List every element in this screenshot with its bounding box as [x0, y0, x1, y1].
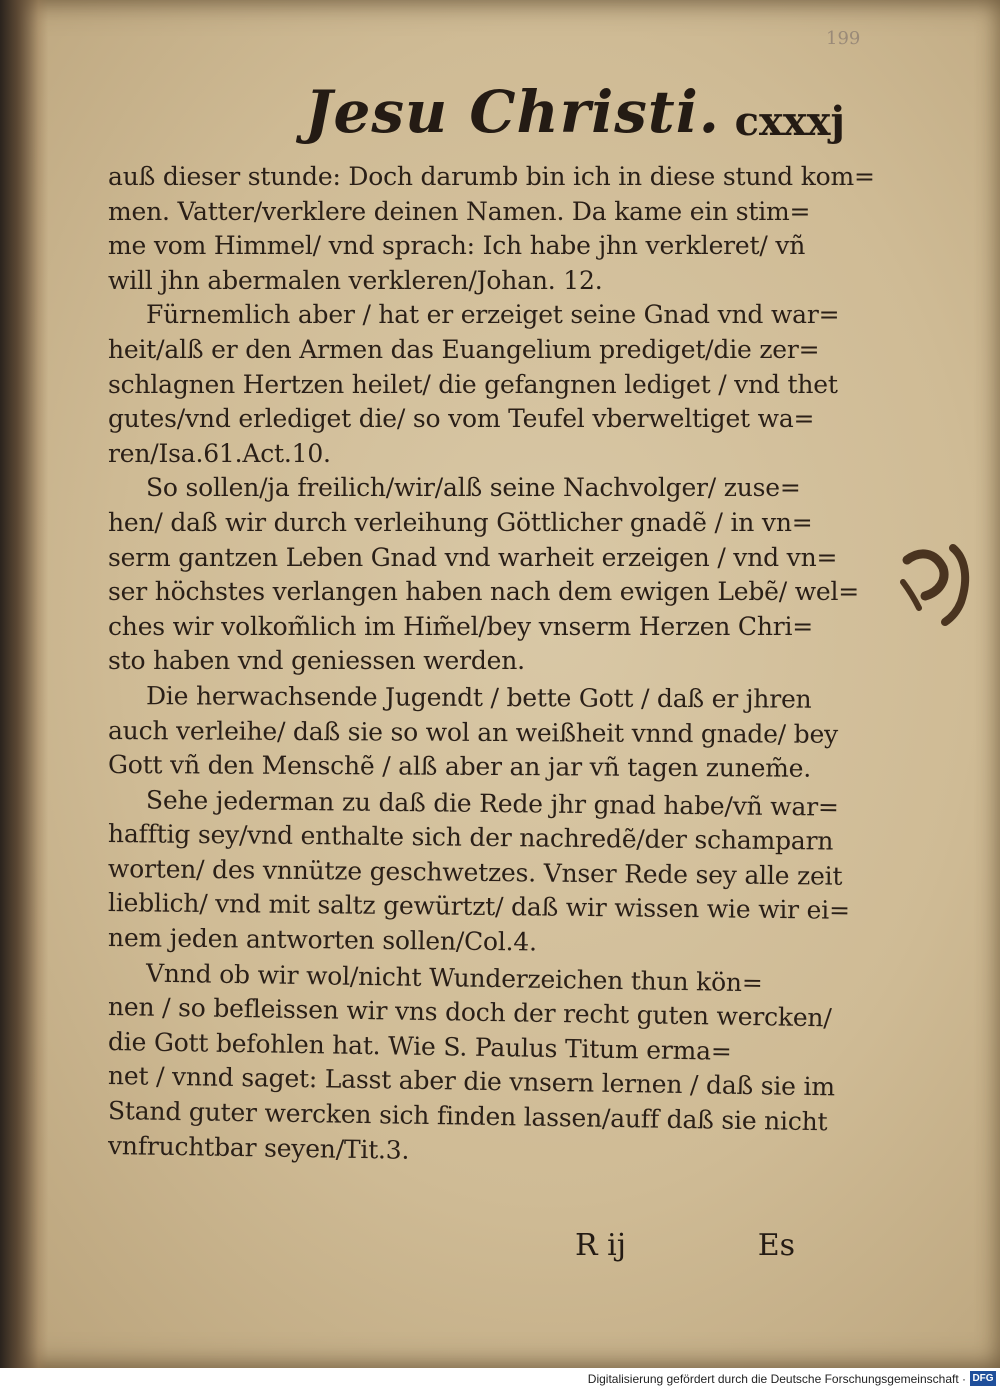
- text-line: sto haben vnd geniessen werden.: [108, 646, 525, 676]
- page-header: [305, 78, 845, 168]
- text-line: auch verleihe/ daß sie so wol an weißheit vnnd gnade/ bey: [107, 715, 839, 749]
- signature-mark: R ij: [575, 1228, 627, 1263]
- text-line: Gott vñ den Menschẽ / alß aber an jar vñ tagen zunem̃e.: [107, 750, 812, 783]
- text-line: So sollen/ja freilich/wir/alß seine Nachvolger/ zuse=: [146, 473, 801, 503]
- text-line: will jhn abermalen verkleren/Johan. 12.: [108, 265, 603, 295]
- text-line: ren/Isa.61.Act.10.: [108, 438, 331, 468]
- folio-number: cxxxj: [734, 98, 845, 145]
- text-line: Die herwachsende Jugendt / bette Gott / daß er jhren: [145, 681, 812, 714]
- text-line: die Gott befohlen hat. Wie S. Paulus Titum erma=: [107, 1026, 732, 1066]
- pencil-page-note: 199: [826, 28, 861, 49]
- dfg-logo: DFG: [970, 1371, 996, 1386]
- paragraph: [108, 160, 875, 298]
- text-line: net / vnnd saget: Lasst aber die vnsern lernen / daß sie im: [107, 1061, 836, 1102]
- text-line: Stand guter wercken sich finden lassen/auff daß sie nicht: [107, 1096, 828, 1137]
- paragraph: [108, 298, 840, 471]
- text-line: ser höchstes verlangen haben nach dem ewigen Lebẽ/ wel=: [108, 577, 860, 607]
- page-footer: [575, 1228, 795, 1268]
- text-line: nem jeden antworten sollen/Col.4.: [107, 923, 537, 957]
- catchword: Es: [757, 1228, 795, 1263]
- paragraph: [107, 956, 836, 1165]
- text-line: heit/alß er den Armen das Euangelium prediget/die zer=: [108, 334, 820, 364]
- ink-marginal-mark: [895, 530, 985, 630]
- text-line: men. Vatter/verklere deinen Namen. Da kame ein stim=: [108, 196, 811, 226]
- text-line: auß dieser stunde: Doch darumb bin ich in diese stund kom=: [108, 162, 875, 191]
- text-line: vnfruchtbar seyen/Tit.3.: [107, 1130, 410, 1165]
- text-line: gutes/vnd erlediget die/ so vom Teufel vberweltiget wa=: [108, 404, 815, 434]
- paragraph: [107, 679, 839, 783]
- body-text: [107, 160, 875, 1165]
- text-line: worten/ des vnnütze geschwetzes. Vnser Rede sey alle zeit: [107, 853, 843, 891]
- text-line: me vom Himmel/ vnd sprach: Ich habe jhn verkleret/ vñ: [108, 231, 806, 261]
- paragraph: [107, 783, 850, 957]
- running-title: Jesu Christi.: [305, 78, 720, 146]
- paragraph: [108, 471, 860, 679]
- text-line: Fürnemlich aber / hat er erzeiget seine Gnad vnd war=: [146, 300, 840, 330]
- text-line: nen / so befleissen wir vns doch der recht guten wercken/: [107, 992, 832, 1033]
- text-line: Vnnd ob wir wol/nicht Wunderzeichen thun kön=: [145, 958, 763, 997]
- credit-bar: [0, 1368, 1000, 1390]
- text-line: serm gantzen Leben Gnad vnd warheit erzeigen / vnd vn=: [108, 542, 838, 572]
- text-line: lieblich/ vnd mit saltz gewürtzt/ daß wir wissen wie wir ei=: [107, 888, 850, 926]
- text-line: hafftig sey/vnd enthalte sich der nachredẽ/der schamparn: [107, 819, 834, 856]
- credit-text: Digitalisierung gefördert durch die Deutsche Forschungsgemeinschaft ·: [587, 1372, 966, 1386]
- text-line: schlagnen Hertzen heilet/ die gefangnen lediget / vnd thet: [108, 369, 838, 399]
- text-line: Sehe jederman zu daß die Rede jhr gnad habe/vñ war=: [145, 785, 839, 822]
- text-line: ches wir volkom̃lich im Him̃el/bey vnserm Herzen Chri=: [108, 611, 814, 641]
- text-line: hen/ daß wir durch verleihung Göttlicher gnadẽ / in vn=: [108, 507, 813, 537]
- book-gutter: [0, 0, 48, 1368]
